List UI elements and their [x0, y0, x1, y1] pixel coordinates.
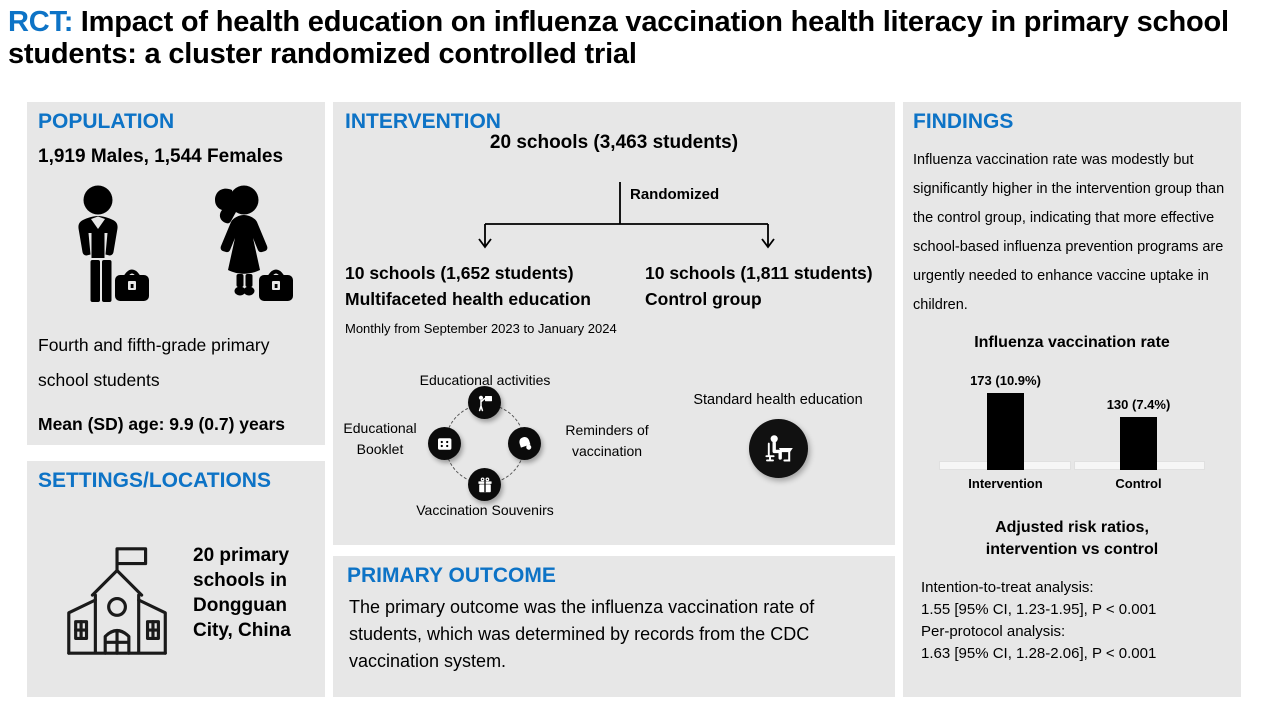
settings-heading: SETTINGS/LOCATIONS [38, 469, 271, 492]
bar-intervention [987, 393, 1024, 470]
intervention-heading: INTERVENTION [345, 110, 501, 133]
arm-size: 10 schools (1,652 students) [345, 263, 574, 283]
bar-value-intervention: 173 (10.9%) [970, 373, 1041, 388]
vaccination-souvenirs-icon [468, 468, 501, 501]
standard-health-education-icon [749, 419, 808, 478]
arm-size: 10 schools (1,811 students) [645, 263, 873, 283]
intervention-schedule: Monthly from September 2023 to January 2024 [345, 321, 617, 336]
chart-baseline [939, 461, 1205, 470]
pp-label: Per-protocol analysis: [921, 623, 1066, 640]
population-panel [27, 102, 325, 445]
vaccination-reminder-icon [508, 427, 541, 460]
primary-outcome-text: The primary outcome was the influenza vaccination rate of students, which was determined by records from the CDC vaccination system. [349, 597, 815, 671]
findings-summary: Influenza vaccination rate was modestly but significantly higher in the intervention group than the control group, indicating that more effective school-based influenza prevention programs are urgently needed to enhance vaccine uptake in children. [913, 152, 1225, 313]
settings-panel [27, 461, 325, 697]
pp-value: 1.63 [95% CI, 1.28-2.06], P < 0.001 [921, 645, 1157, 662]
control-arm [645, 260, 893, 312]
category-label-control: Control [1115, 476, 1162, 491]
findings-panel [903, 102, 1241, 697]
findings-heading: FINDINGS [913, 110, 1014, 133]
arm-name: Control group [645, 289, 762, 309]
intervention-panel [333, 102, 895, 545]
bar-value-control: 130 (7.4%) [1106, 397, 1171, 412]
randomization-flowchart [333, 176, 895, 256]
population-description: Fourth and fifth-grade primary school students [38, 335, 270, 390]
school-building-icon [55, 537, 183, 665]
bar-control [1120, 417, 1157, 470]
intervention-arm [345, 260, 643, 312]
title-text: Impact of health education on influenza vaccination health literacy in primary school students: a cluster randomized controlled trial [8, 6, 1229, 70]
arm-name: Multifaceted health education [345, 289, 591, 309]
male-student-icon [78, 186, 149, 303]
students-icons [55, 184, 311, 318]
category-label-intervention: Intervention [968, 476, 1043, 491]
page-title [8, 6, 1260, 70]
component-label-activities: Educational activities [419, 372, 551, 388]
chart-title: Influenza vaccination rate [974, 334, 1170, 351]
component-label-reminders: Reminders of vaccination [565, 422, 649, 459]
population-age: Mean (SD) age: 9.9 (0.7) years [38, 414, 286, 434]
primary-outcome-heading: PRIMARY OUTCOME [347, 564, 556, 587]
educational-booklet-icon [428, 427, 461, 460]
population-heading: POPULATION [38, 110, 175, 133]
component-label-booklet: Educational Booklet [343, 420, 417, 457]
title-rct-tag: RCT: [8, 6, 74, 38]
vaccination-rate-bar-chart [939, 358, 1205, 496]
component-label-souvenirs: Vaccination Souvenirs [416, 502, 554, 518]
settings-description: 20 primary schools in Dongguan City, China [193, 545, 291, 641]
randomized-label: Randomized [630, 186, 720, 203]
control-education-label: Standard health education [693, 392, 863, 408]
risk-ratios-heading: Adjusted risk ratios, intervention vs control [985, 519, 1159, 558]
itt-value: 1.55 [95% CI, 1.23-1.95], P < 0.001 [921, 601, 1157, 618]
chart-plot-area [939, 358, 1205, 470]
intervention-total: 20 schools (3,463 students) [489, 132, 739, 153]
risk-ratio-analyses [921, 577, 1156, 665]
primary-outcome-panel [333, 556, 895, 697]
female-student-icon [215, 186, 293, 302]
itt-label: Intention-to-treat analysis: [921, 579, 1094, 596]
population-counts: 1,919 Males, 1,544 Females [38, 146, 284, 167]
